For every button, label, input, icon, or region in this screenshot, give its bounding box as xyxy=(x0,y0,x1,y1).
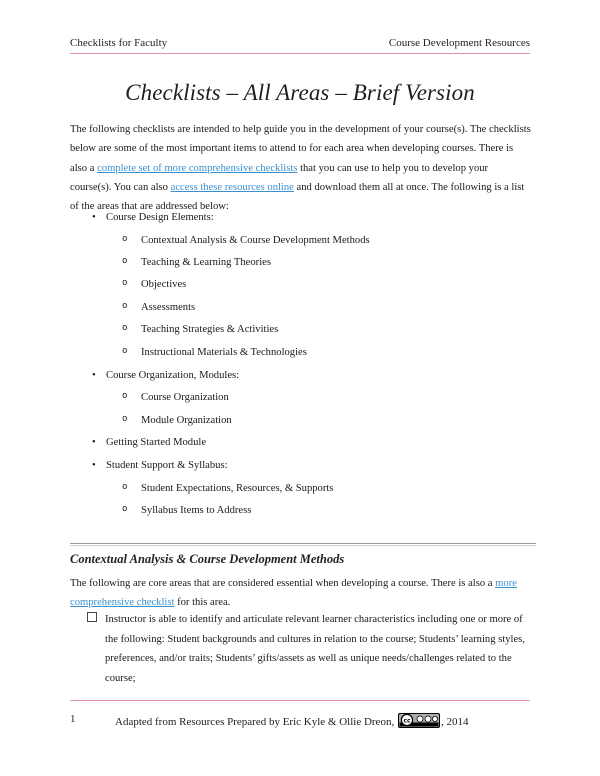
sub-item: Syllabus Items to Address xyxy=(141,505,252,516)
section-paragraph xyxy=(70,574,532,613)
header-rule xyxy=(70,53,530,54)
area-course-design: Course Design Elements: xyxy=(106,212,214,223)
sub-bullet-icon: o xyxy=(122,414,128,424)
section-divider-shadow xyxy=(70,545,536,546)
sub-bullet-icon: o xyxy=(122,301,128,311)
section-text-1: The following are core areas that are considered essential when developing a course. There is also a xyxy=(70,578,496,589)
bullet-icon: • xyxy=(92,437,96,448)
page-number: 1 xyxy=(70,713,76,725)
bullet-icon: • xyxy=(92,212,96,223)
sub-item: Teaching Strategies & Activities xyxy=(141,324,279,335)
sub-item: Student Expectations, Resources, & Supports xyxy=(141,483,334,494)
area-getting-started: Getting Started Module xyxy=(106,437,207,448)
sub-bullet-icon: o xyxy=(122,323,128,333)
intro-text-2: that you can use to help you to develop your course(s). You can also xyxy=(70,162,489,193)
sub-bullet-icon: o xyxy=(122,504,128,514)
sub-bullet-icon: o xyxy=(122,234,128,244)
page-title: Checklists – All Areas – Brief Version xyxy=(125,80,475,105)
intro-text-1: The following checklists are intended to help guide you in the development of your course(s). The checklists below are some of the most important items to attend to for each area when developing courses. There is also a xyxy=(70,124,531,174)
intro-text-3: and download them all at once. The following is a list of the areas that are addressed below: xyxy=(70,181,525,213)
comprehensive-checklists-link[interactable]: complete set of more comprehensive checklists xyxy=(97,162,298,174)
sub-item: Contextual Analysis & Course Development Methods xyxy=(141,235,370,246)
intro-paragraph xyxy=(70,120,532,216)
sub-item: Module Organization xyxy=(141,415,232,426)
checklist-item: Instructor is able to identify and articulate relevant learner characteristics including one or more of the following: Student backgrounds and cultures in relation to the course; Students’ learning styles, preferences, and/or traits; Students’ gifts/assets as well as unique needs/challenges related to the course; xyxy=(105,614,525,684)
credit-text: Adapted from Resources Prepared by Eric Kyle & Ollie Dreon, xyxy=(115,716,395,728)
credit-year: , 2014 xyxy=(440,716,469,728)
footer-credit xyxy=(115,713,468,731)
sub-item: Assessments xyxy=(141,302,196,313)
sub-bullet-icon: o xyxy=(122,391,128,401)
section-divider xyxy=(70,543,536,544)
sub-bullet-icon: o xyxy=(122,278,128,288)
header-right: Course Development Resources xyxy=(388,37,530,49)
section-text-2: for this area. xyxy=(174,597,231,609)
cc-logo-text: cc xyxy=(403,717,411,725)
bullet-icon: • xyxy=(92,370,96,381)
cc-license-icon[interactable] xyxy=(398,713,440,731)
checkbox-icon[interactable] xyxy=(87,612,97,622)
sub-bullet-icon: o xyxy=(122,482,128,492)
more-comprehensive-checklist-link[interactable]: more comprehensive checklist xyxy=(70,578,517,609)
sub-item: Teaching & Learning Theories xyxy=(141,257,271,268)
resources-online-link[interactable]: access these resources online xyxy=(170,181,294,193)
area-course-organization: Course Organization, Modules: xyxy=(106,370,240,381)
sub-bullet-icon: o xyxy=(122,346,128,356)
sub-bullet-icon: o xyxy=(122,256,128,266)
footer-rule xyxy=(70,700,530,701)
header-left: Checklists for Faculty xyxy=(70,37,168,49)
section-title: Contextual Analysis & Course Development Methods xyxy=(70,552,345,566)
sub-item: Instructional Materials & Technologies xyxy=(141,347,307,358)
sub-item: Course Organization xyxy=(141,392,229,403)
area-student-support: Student Support & Syllabus: xyxy=(106,460,228,471)
sub-item: Objectives xyxy=(141,279,187,290)
bullet-icon: • xyxy=(92,460,96,471)
